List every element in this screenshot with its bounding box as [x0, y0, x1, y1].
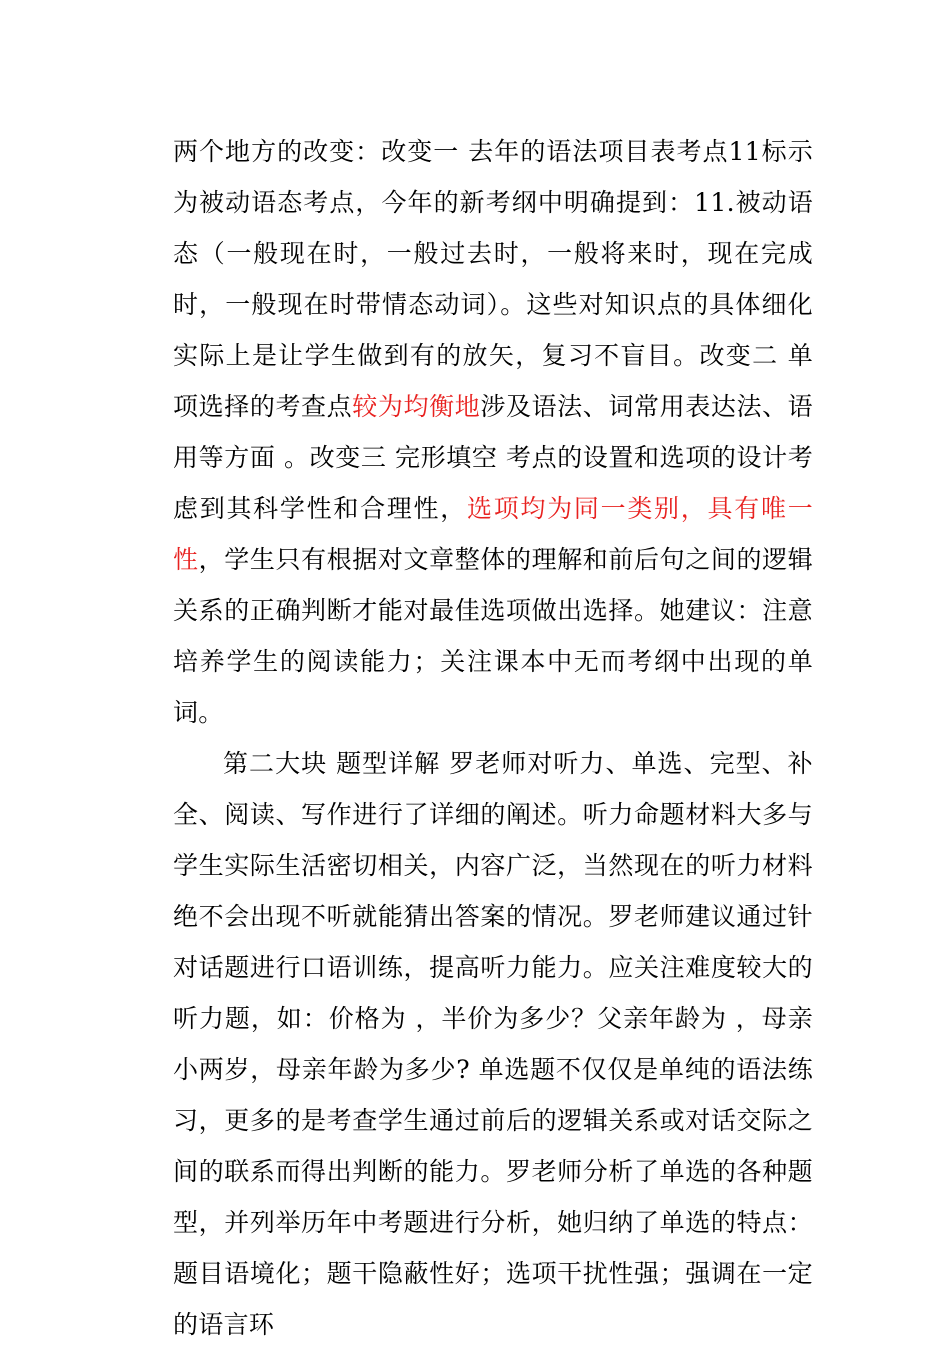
paragraph-exam-changes — [173, 126, 813, 738]
highlighted-phrase: 选项均为同一类别，具有唯一性 — [173, 494, 813, 574]
paragraph-question-types — [173, 738, 813, 1350]
highlighted-phrase: 较为均衡地 — [352, 392, 481, 421]
text-segment: 第二大块 题型详解 罗老师对听力、单选、完型、补全、阅读、写作进行了详细的阐述。听力命题材料大多与学生实际生活密切相关，内容广泛，当然现在的听力材料绝不会出现不听就能猜出答案的情况。罗老师建议通过针对话题进行口语训练，提高听力能力。应关注难度较大的听力题，如：价格为 ，半价为多少？父亲年龄为 ，母亲小两岁，母亲年龄为多少? 单选题不仅仅是单纯的语法练习，更多的是考查学生通过前后的逻辑关系或对话交际之间的联系而得出判断的能力。罗老师分析了单选的各种题型，并列举历年中考题进行分析，她归纳了单选的特点：题目语境化；题干隐蔽性好；选项干扰性强；强调在一定的语言环 — [173, 749, 813, 1339]
document-body — [173, 126, 813, 1350]
text-segment: ，学生只有根据对文章整体的理解和前后句之间的逻辑关系的正确判断才能对最佳选项做出选择。她建议：注意培养学生的阅读能力；关注课本中无而考纲中出现的单词。 — [173, 545, 813, 727]
text-segment: 涉及语法、词常用表达法、语用等方面 。改变三 完形填空 考点的设置和选项的设计考虑到其科学性和合理性， — [173, 392, 813, 523]
text-segment: 两个地方的改变：改变一 去年的语法项目表考点11标示为被动语态考点，今年的新考纲中明确提到：11.被动语态（一般现在时，一般过去时，一般将来时，现在完成时，一般现在时带情态动词）。这些对知识点的具体细化实际上是让学生做到有的放矢，复习不盲目。改变二 单项选择的考查点 — [173, 137, 813, 421]
